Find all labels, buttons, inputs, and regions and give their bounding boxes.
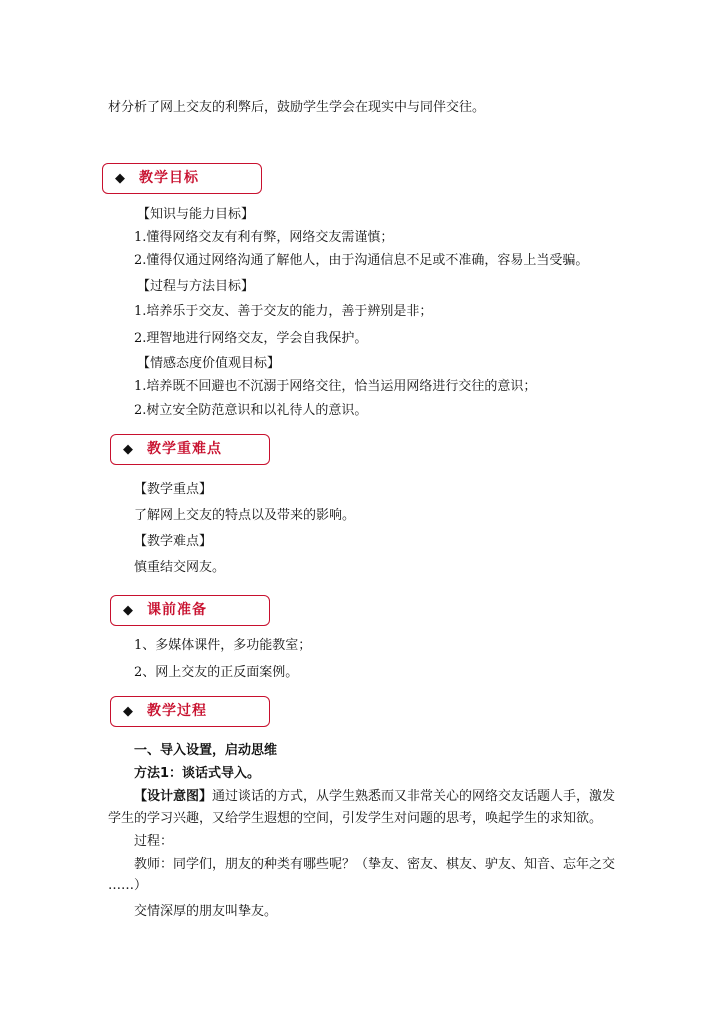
- section-header-preparation: [110, 595, 270, 626]
- design-intent-label: 【设计意图】: [134, 789, 213, 804]
- diamond-icon: ◆: [123, 704, 133, 719]
- intro-text: 材分析了网上交友的利弊后，鼓励学生学会在现实中与同伴交往。: [108, 100, 486, 115]
- teacher-question: 教师：同学们，朋友的种类有哪些呢？（挚友、密友、棋友、驴友、知音、忘年之交: [134, 857, 616, 872]
- knowledge-heading: 【知识与能力目标】: [137, 207, 255, 222]
- emotion-heading: 【情感态度价值观目标】: [137, 356, 281, 371]
- section-header-key-points: [110, 434, 270, 465]
- difficulty-text: 慎重结交网友。: [134, 560, 226, 575]
- section-title: 教学过程: [147, 703, 207, 719]
- difficulty-heading: 【教学难点】: [134, 534, 213, 549]
- step-title: 一、导入设置，启动思维: [134, 743, 278, 758]
- process-label: 过程：: [134, 834, 174, 849]
- section-title: 教学重难点: [147, 441, 222, 457]
- diamond-icon: ◆: [123, 442, 133, 457]
- closing-text: 交情深厚的朋友叫挚友。: [134, 904, 278, 919]
- emotion-item: 1.培养既不回避也不沉溺于网络交往，恰当运用网络进行交往的意识；: [134, 379, 537, 394]
- process-item: 2.理智地进行网络交友，学会自我保护。: [134, 331, 368, 346]
- design-intent-text: 通过谈话的方式，从学生熟悉而又非常关心的网络交友话题人手，激发: [212, 789, 616, 804]
- section-header-process: [110, 696, 270, 727]
- diamond-icon: ◆: [123, 603, 133, 618]
- design-intent-text-cont: 学生的学习兴趣，又给学生遐想的空间，引发学生对问题的思考，唤起学生的求知欲。: [108, 811, 603, 826]
- preparation-item: 2、网上交友的正反面案例。: [134, 665, 299, 680]
- process-heading: 【过程与方法目标】: [137, 279, 255, 294]
- section-title: 课前准备: [147, 602, 207, 618]
- focus-text: 了解网上交友的特点以及带来的影响。: [134, 508, 356, 523]
- section-header-objectives: [102, 163, 262, 194]
- diamond-icon: ◆: [115, 171, 125, 186]
- preparation-item: 1、多媒体课件，多功能教室；: [134, 638, 312, 653]
- knowledge-item: 2.懂得仅通过网络沟通了解他人，由于沟通信息不足或不准确，容易上当受骗。: [134, 253, 589, 268]
- section-title: 教学目标: [139, 170, 199, 186]
- knowledge-item: 1.懂得网络交友有利有弊，网络交友需谨慎；: [134, 230, 394, 245]
- design-intent-line: [134, 788, 615, 806]
- focus-heading: 【教学重点】: [134, 482, 213, 497]
- teacher-question-cont: ……）: [108, 878, 148, 893]
- process-item: 1.培养乐于交友、善于交友的能力，善于辨别是非；: [134, 304, 433, 319]
- emotion-item: 2.树立安全防范意识和以礼待人的意识。: [134, 403, 368, 418]
- method-title: 方法1：谈话式导入。: [134, 766, 261, 781]
